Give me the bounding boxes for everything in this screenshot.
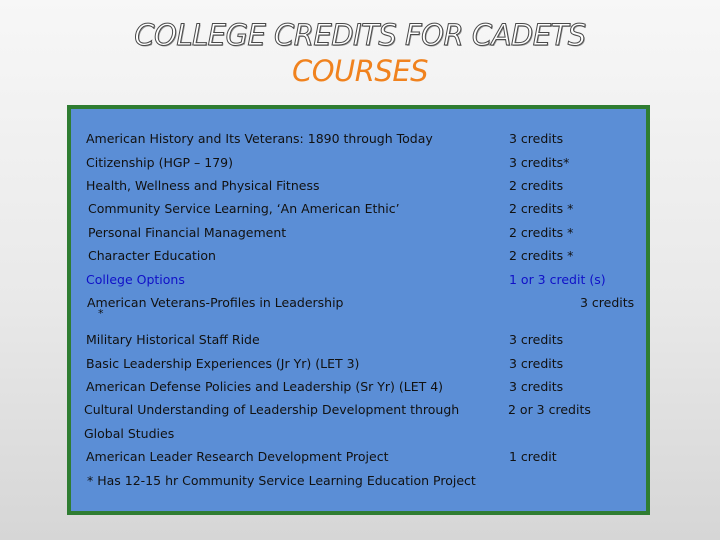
course-credits: 3 credits*	[509, 155, 570, 170]
course-credits: 2 credits *	[509, 248, 574, 263]
course-credits: 2 credits *	[509, 225, 574, 240]
course-credits: 1 credit	[509, 449, 557, 464]
footnote: * Has 12-15 hr Community Service Learning Education Project	[87, 473, 476, 488]
course-name: Military Historical Staff Ride	[86, 332, 260, 347]
course-credits: 2 credits *	[509, 201, 574, 216]
course-name: Cultural Understanding of Leadership Development through	[84, 402, 460, 417]
course-name: American History and Its Veterans: 1890 through Today	[86, 131, 433, 146]
course-name: Character Education	[88, 248, 216, 263]
course-credits: 3 credits	[509, 379, 564, 394]
course-name: College Options	[86, 272, 185, 287]
course-name-continued: Global Studies	[84, 426, 175, 441]
course-name: Personal Financial Management	[88, 225, 287, 240]
course-credits: 3 credits	[509, 332, 564, 347]
course-credits: 3 credits	[509, 356, 564, 371]
course-name: American Leader Research Development Project	[86, 449, 389, 464]
page-subtitle: COURSES	[291, 54, 429, 88]
course-credits: 2 or 3 credits	[508, 402, 591, 417]
course-name: Health, Wellness and Physical Fitness	[86, 178, 320, 193]
page-title: COLLEGE CREDITS FOR CADETS	[134, 18, 586, 52]
course-name: Citizenship (HGP – 179)	[86, 155, 233, 170]
courses-panel	[67, 105, 650, 515]
star-marker: *	[98, 307, 104, 320]
course-name: Community Service Learning, ‘An American Ethic’	[88, 201, 400, 216]
course-name: American Veterans-Profiles in Leadership	[87, 295, 344, 310]
course-credits: 3 credits	[509, 131, 564, 146]
course-credits: 2 credits	[509, 178, 564, 193]
course-name: American Defense Policies and Leadership (Sr Yr) (LET 4)	[86, 379, 444, 394]
course-name: Basic Leadership Experiences (Jr Yr) (LET 3)	[86, 356, 360, 371]
course-credits: 1 or 3 credit (s)	[509, 272, 606, 287]
course-credits: 3 credits	[580, 295, 635, 310]
